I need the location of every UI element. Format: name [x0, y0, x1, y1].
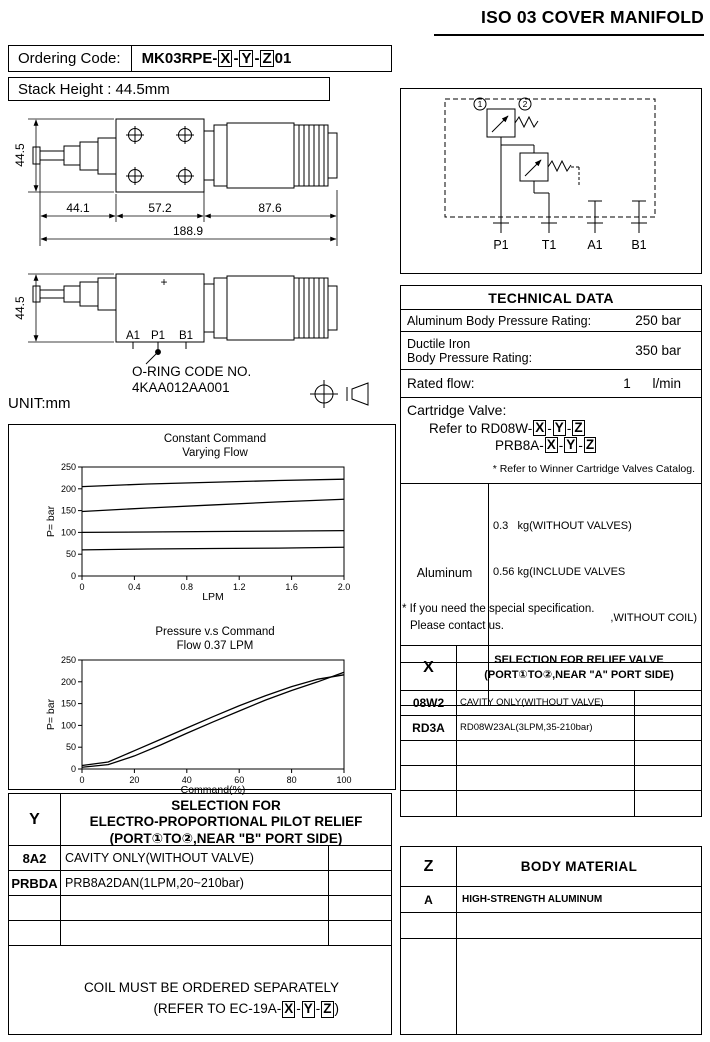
- x-table-title-line1: SELECTION FOR RELIEF VALVE: [494, 654, 664, 666]
- ordering-code-label: Ordering Code:: [18, 50, 121, 67]
- chart1-title-line2: Varying Flow: [182, 447, 248, 460]
- x-table-empty-row: [401, 791, 701, 816]
- weight-values: [489, 484, 701, 661]
- weight-material: Aluminum: [401, 484, 489, 661]
- svg-text:Command(%): Command(%): [180, 783, 246, 795]
- boxed-code-letter: Z: [585, 437, 595, 453]
- tech-row-rated-flow: [401, 370, 701, 398]
- y-table-title-line2: ELECTRO-PROPORTIONAL PILOT RELIEF: [89, 814, 363, 830]
- code-text-segment: PRB8A-: [495, 437, 544, 453]
- y-row-code: 8A2: [9, 846, 61, 870]
- tech-value: [623, 376, 695, 391]
- adjustment-screw-icon: [33, 278, 116, 310]
- svg-text:LPM: LPM: [202, 590, 224, 602]
- code-text-segment: -: [558, 437, 564, 453]
- dim-height-bottom: 44.5: [13, 296, 27, 320]
- tech-label: Aluminum Body Pressure Rating:: [407, 313, 592, 328]
- code-text-segment: -: [315, 1001, 321, 1017]
- z-table-empty-row: [401, 913, 701, 939]
- solenoid-coil-icon: [204, 276, 337, 340]
- unit-label: UNIT:mm: [8, 395, 71, 412]
- svg-text:150: 150: [60, 505, 76, 516]
- svg-text:100: 100: [336, 774, 352, 785]
- tech-row-ductile-pressure: [401, 332, 701, 370]
- y-table-row: [9, 871, 391, 896]
- manifold-boundary: [445, 99, 655, 217]
- port-label-b1: B1: [178, 330, 194, 342]
- technical-data-panel: [400, 285, 702, 706]
- schematic-port-b1: B1: [631, 238, 647, 252]
- weight-line3: ,WITHOUT COIL): [610, 612, 697, 625]
- code-text-segment: -: [547, 420, 552, 436]
- x-row-desc: CAVITY ONLY(WITHOUT VALVE): [457, 691, 635, 715]
- boxed-code-letter: Z: [262, 49, 272, 67]
- page-title: ISO 03 COVER MANIFOLD: [434, 7, 704, 36]
- chart2-plot: [14, 655, 390, 795]
- svg-text:250: 250: [60, 654, 76, 665]
- dim-seg1: 44.1: [66, 201, 90, 215]
- z-row-code: A: [401, 887, 457, 912]
- svg-text:150: 150: [60, 698, 76, 709]
- dimension-drawings: [6, 102, 398, 424]
- weight-table-row: [401, 484, 701, 662]
- svg-text:P= bar: P= bar: [45, 505, 57, 537]
- series-curve-mid-high: [82, 499, 344, 511]
- x-table-empty-row: [401, 741, 701, 766]
- svg-text:200: 200: [60, 676, 76, 687]
- callout-1: 1: [477, 99, 483, 109]
- boxed-code-letter: Y: [554, 420, 564, 435]
- schematic-port-a1: A1: [587, 238, 603, 252]
- y-selection-table: [8, 793, 392, 1035]
- dim-total: 188.9: [172, 224, 204, 238]
- z-body-material-table: [400, 846, 702, 1035]
- y-row-extra: [329, 846, 391, 870]
- boxed-code-letter: Y: [241, 49, 252, 67]
- y-table-empty-row: [9, 896, 391, 921]
- cartridge-ref-1: [429, 420, 695, 436]
- code-text-segment: Refer to RD08W-: [429, 420, 533, 436]
- x-table-header: [401, 646, 701, 691]
- x-selection-table: [400, 645, 702, 817]
- code-text-segment: ): [334, 1001, 339, 1017]
- svg-text:0.8: 0.8: [180, 581, 194, 592]
- dim-height-top: 44.5: [13, 143, 27, 167]
- schematic-lines: [501, 137, 579, 223]
- rated-flow-unit: l/min: [652, 376, 681, 391]
- tech-value: 250 bar: [635, 313, 681, 328]
- x-table-title: [457, 646, 701, 690]
- relief-valve-1-symbol: [474, 98, 538, 137]
- boxed-code-letter: X: [220, 49, 231, 67]
- stack-height-box: [8, 77, 330, 101]
- series-hysteresis-lower: [82, 674, 344, 765]
- weight-line1: 0.3 kg(WITHOUT VALVES): [493, 520, 632, 533]
- svg-text:0: 0: [70, 763, 76, 774]
- chart1-plot: [14, 462, 390, 602]
- dim-seg2: 57.2: [148, 201, 172, 215]
- x-row-extra: [635, 691, 701, 715]
- x-table-empty-row: [401, 766, 701, 791]
- chart-pressure-command: [9, 625, 395, 800]
- boxed-code-letter: X: [546, 437, 556, 453]
- boxed-code-letter: Z: [323, 1001, 332, 1017]
- y-table-title: [61, 794, 391, 845]
- svg-text:40: 40: [181, 774, 192, 785]
- z-table-empty-area: [401, 939, 701, 1034]
- x-row-extra: [635, 716, 701, 740]
- tech-row-aluminum-pressure: [401, 310, 701, 332]
- y-table-header: [9, 794, 391, 846]
- valve-top-view: [33, 119, 337, 192]
- x-row-desc: RD08W23AL(3LPM,35-210bar): [457, 716, 635, 740]
- dimension-lines: [28, 274, 114, 342]
- boxed-code-letter: Y: [566, 437, 576, 453]
- y-row-code: PRBDA: [9, 871, 61, 895]
- cartridge-valve-section: [401, 398, 701, 484]
- weight-line2: 0.56 kg(INCLUDE VALVES: [493, 566, 626, 579]
- chart2-title: [9, 625, 395, 654]
- chart1-title: [9, 432, 395, 461]
- catalog-note: * Refer to Winner Cartridge Valves Catalog.: [492, 463, 695, 476]
- svg-text:250: 250: [60, 461, 76, 472]
- projection-symbol-icon: [310, 380, 368, 408]
- ordering-code-box: [8, 45, 392, 72]
- oring-code: 4KAA012AA001: [132, 380, 230, 395]
- svg-text:200: 200: [60, 483, 76, 494]
- chart1-title-line1: Constant Command: [163, 433, 267, 445]
- y-row-desc: PRB8A2DAN(1LPM,20~210bar): [61, 871, 329, 895]
- series-hysteresis-upper: [82, 672, 344, 767]
- svg-text:100: 100: [60, 719, 76, 730]
- code-text-segment: -: [566, 420, 572, 436]
- x-table-key: X: [401, 646, 457, 690]
- series-curve-mid: [82, 530, 344, 532]
- z-table-row: [401, 887, 701, 913]
- tech-label-line1: Ductile Iron: [407, 336, 471, 351]
- stack-height-label: Stack Height : 44.5mm: [18, 80, 170, 98]
- relief-valve-2-symbol: [520, 153, 571, 181]
- divider: [131, 46, 132, 71]
- svg-text:P= bar: P= bar: [45, 698, 57, 730]
- z-table-key: Z: [401, 847, 457, 886]
- x-row-code: 08W2: [401, 691, 457, 715]
- mounting-holes-icon: [126, 126, 194, 185]
- code-text-segment: -: [233, 50, 239, 67]
- adjustment-screw-icon: [33, 138, 116, 174]
- y-table-title-line1: SELECTION FOR: [171, 798, 281, 813]
- y-table-row: [9, 846, 391, 871]
- x-row-code: RD3A: [401, 716, 457, 740]
- code-text-segment: 01: [274, 50, 292, 67]
- code-text-segment: -: [578, 437, 583, 453]
- tech-label: Rated flow:: [407, 376, 475, 391]
- chart2-title-line1: Pressure v.s Command: [155, 625, 275, 638]
- footnote-line2: Please contact us.: [410, 619, 504, 632]
- footnote-line1: * If you need the special specification.: [402, 603, 595, 615]
- z-table-title: BODY MATERIAL: [520, 859, 638, 874]
- schematic-port-t1: T1: [541, 238, 557, 252]
- boxed-code-letter: X: [535, 420, 545, 435]
- series-curve-high: [82, 479, 344, 486]
- hydraulic-schematic: [401, 89, 701, 273]
- ordering-code-value: [142, 50, 292, 68]
- svg-text:0.4: 0.4: [128, 581, 141, 592]
- svg-text:20: 20: [129, 774, 140, 785]
- code-text-segment: -: [296, 1001, 301, 1017]
- y-table-empty-row: [9, 921, 391, 946]
- svg-text:60: 60: [234, 774, 245, 785]
- coil-note-line2: [9, 999, 339, 1020]
- svg-text:0: 0: [70, 570, 76, 581]
- coil-order-note: [9, 946, 391, 1034]
- z-table-header: [401, 847, 701, 887]
- svg-text:50: 50: [65, 741, 76, 752]
- performance-charts-panel: [8, 424, 396, 795]
- boxed-code-letter: X: [284, 1001, 294, 1017]
- code-text-segment: (REFER TO EC-19A-: [153, 1001, 282, 1017]
- oring-label: O-RING CODE NO.: [132, 364, 252, 379]
- svg-text:1.2: 1.2: [232, 581, 246, 592]
- svg-text:100: 100: [60, 527, 76, 538]
- dim-seg3: 87.6: [258, 201, 282, 215]
- svg-text:1.6: 1.6: [285, 581, 298, 592]
- schematic-port-p1: P1: [493, 238, 509, 252]
- y-table-title-line3: (PORT①TO②,NEAR "B" PORT SIDE): [109, 830, 343, 846]
- tech-label-line2: Body Pressure Rating:: [407, 350, 533, 365]
- cartridge-valve-label: Cartridge Valve:: [407, 402, 507, 418]
- svg-text:50: 50: [65, 548, 76, 559]
- svg-text:2.0: 2.0: [337, 581, 351, 592]
- cartridge-ref-2: [495, 437, 695, 453]
- z-row-desc: HIGH-STRENGTH ALUMINUM: [462, 894, 603, 905]
- svg-text:80: 80: [286, 774, 297, 785]
- coil-note-line1: COIL MUST BE ORDERED SEPARATELY: [83, 980, 339, 996]
- svg-text:0: 0: [79, 774, 85, 785]
- chart-constant-command: [9, 432, 395, 607]
- x-table-row: [401, 691, 701, 716]
- tech-value: 350 bar: [635, 343, 681, 358]
- solenoid-coil-icon: [204, 123, 337, 188]
- y-row-desc: CAVITY ONLY(WITHOUT VALVE): [61, 846, 329, 870]
- port-label-p1: P1: [150, 330, 166, 342]
- boxed-code-letter: Z: [574, 420, 583, 435]
- y-row-extra: [329, 871, 391, 895]
- series-curve-low: [82, 547, 344, 550]
- svg-text:0: 0: [79, 581, 85, 592]
- y-table-key: Y: [9, 794, 61, 845]
- special-spec-footnote: [402, 601, 594, 634]
- tech-label: [407, 337, 532, 365]
- plus-mark: +: [160, 275, 168, 289]
- code-text-segment: -: [254, 50, 260, 67]
- code-text-segment: MK03RPE-: [141, 50, 218, 67]
- boxed-code-letter: Y: [303, 1001, 313, 1017]
- empty-cell: [401, 939, 457, 1034]
- x-table-title-line2: (PORT①TO②,NEAR "A" PORT SIDE): [484, 668, 674, 681]
- schematic-panel: [400, 88, 702, 274]
- x-table-row: [401, 716, 701, 741]
- technical-data-title: TECHNICAL DATA: [401, 286, 701, 310]
- oring-leader-line: [146, 350, 161, 365]
- port-label-a1: A1: [125, 330, 141, 342]
- chart2-title-line2: Flow 0.37 LPM: [176, 640, 254, 653]
- callout-2: 2: [522, 99, 528, 109]
- rated-flow-number: 1: [623, 376, 631, 391]
